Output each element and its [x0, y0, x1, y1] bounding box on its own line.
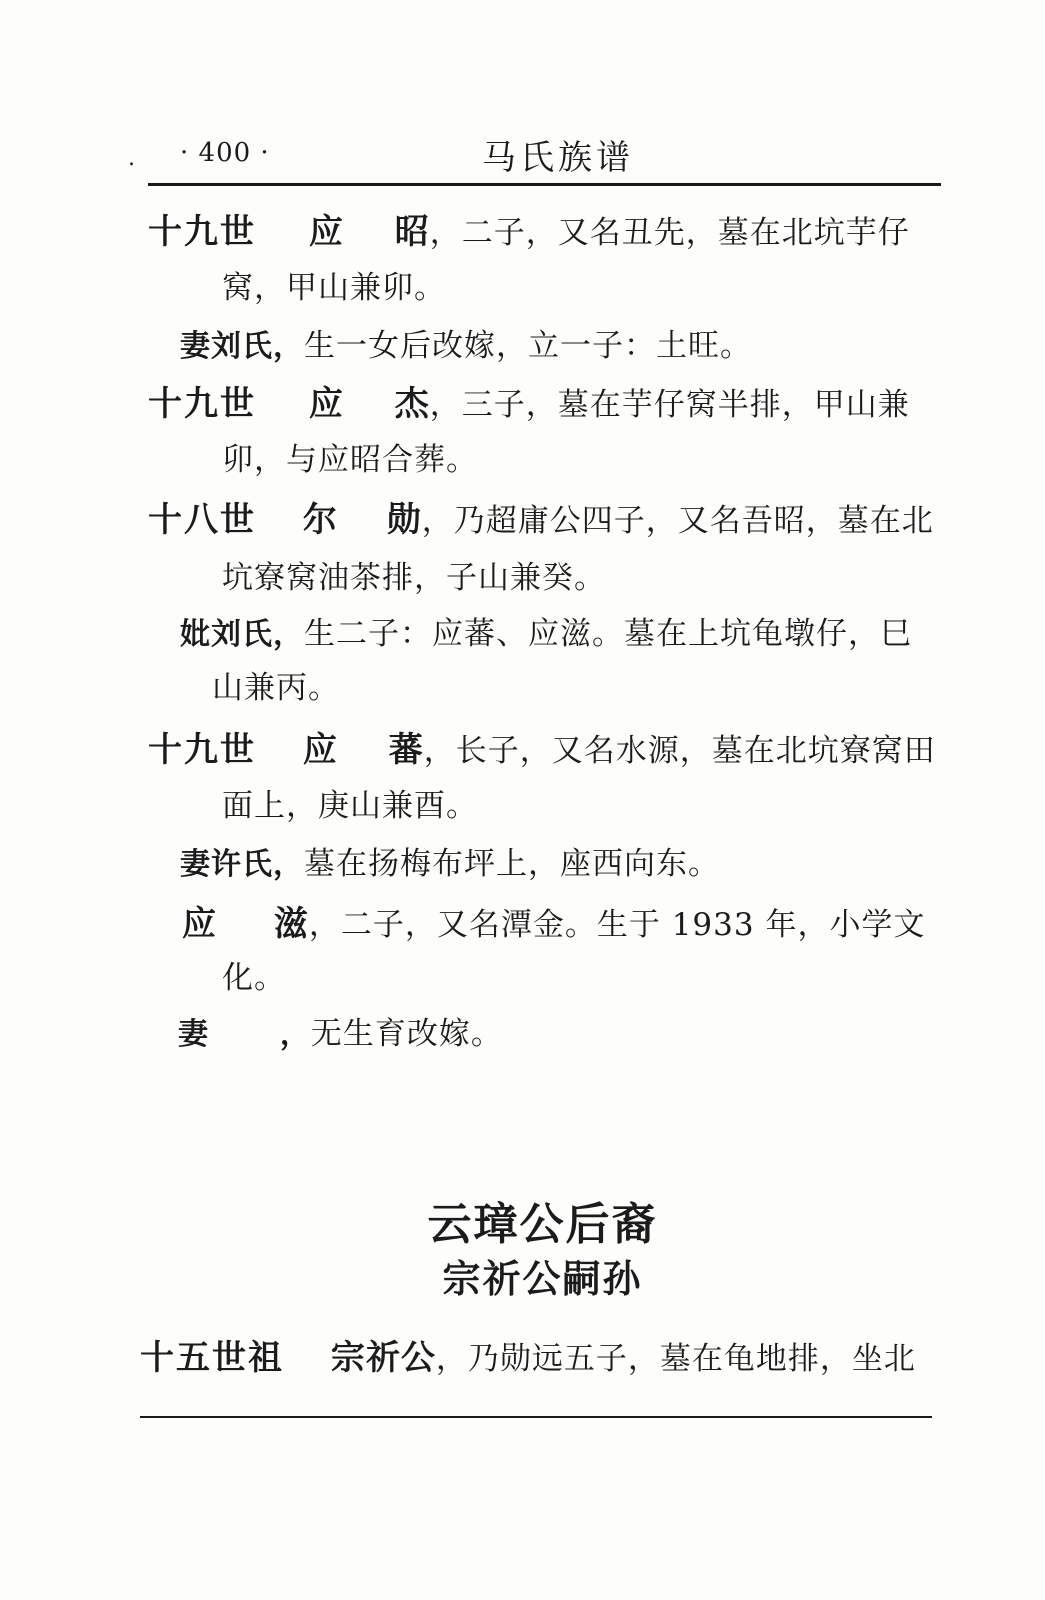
spouse-label: 妻刘氏， [180, 329, 304, 364]
entry-line [148, 500, 934, 541]
entry-text: ，三子，墓在芋仔窝半排，甲山兼 [429, 387, 910, 423]
person-name-first: 应 [302, 730, 338, 770]
person-name: 宗祈公 [330, 1338, 436, 1378]
generation-label: 十八世 [148, 500, 256, 540]
entry-line [148, 730, 936, 771]
spouse-line [180, 328, 752, 365]
generation-label: 十九世 [148, 212, 256, 252]
generation-label: 十五世祖 [140, 1338, 284, 1378]
person-name-second: 滋 [273, 904, 309, 944]
entry-continuation: 卯，与应昭合葬。 [222, 442, 478, 478]
spouse-label: 妣刘氏， [180, 617, 304, 652]
entry-text: ，长子，又名水源，墓在北坑寮窝田 [423, 733, 936, 769]
entry-line [182, 904, 925, 945]
entry-text: 无生育改嫁。 [310, 1016, 503, 1052]
footer-rule [140, 1416, 932, 1418]
header-rule [148, 183, 941, 186]
entry-text: ，二子，又名丑先，墓在北坑芋仔 [429, 215, 910, 251]
generation-label: 十九世 [148, 384, 256, 424]
person-name-first: 应 [182, 904, 217, 944]
entry-line [148, 212, 910, 253]
entry-text: ，乃勋远五子，墓在龟地排，坐北 [435, 1341, 916, 1377]
person-name-first: 应 [308, 384, 344, 424]
generation-label: 十九世 [148, 730, 256, 770]
header-dot: . [128, 146, 135, 171]
entry-text: ，二子，又名潭金。生于 1933 年，小学文 [308, 907, 926, 943]
entry-continuation: 面上，庚山兼酉。 [222, 788, 478, 824]
person-name-second: 蕃 [388, 730, 424, 770]
entry-text: 生二子：应蕃、应滋。墓在上坑龟墩仔，巳 [304, 616, 912, 652]
entry-continuation: 坑寮窝油茶排，子山兼癸。 [222, 560, 606, 596]
entry-continuation: 化。 [222, 960, 286, 996]
person-name-second: 昭 [394, 212, 430, 252]
spouse-comma: ， [279, 1017, 311, 1052]
person-name-second: 杰 [394, 384, 430, 424]
entry-line [148, 384, 910, 425]
page-header [0, 0, 1045, 190]
entry-continuation: 窝，甲山兼卯。 [222, 270, 446, 306]
running-title: 马氏族谱 [482, 138, 634, 178]
page-number: · 400 · [180, 138, 270, 168]
entry-continuation: 山兼丙。 [212, 670, 340, 706]
entry-text: 生一女后改嫁，立一子：土旺。 [304, 328, 752, 364]
spouse-line [180, 616, 912, 653]
person-name-second: 勋 [386, 500, 422, 540]
spouse-line [178, 1016, 503, 1053]
entry-line [140, 1338, 916, 1379]
section-title: 云璋公后裔 [427, 1199, 658, 1250]
spouse-line [180, 846, 720, 883]
spouse-label: 妻 [178, 1017, 209, 1052]
spouse-label: 妻许氏， [180, 847, 304, 882]
entry-text: 墓在扬梅布坪上，座西向东。 [304, 846, 720, 882]
entry-text: ，乃超庸公四子，又名吾昭，墓在北 [421, 503, 934, 539]
person-name-first: 应 [308, 212, 344, 252]
person-name-first: 尔 [302, 500, 338, 540]
section-subtitle: 宗祈公嗣孙 [442, 1257, 643, 1301]
